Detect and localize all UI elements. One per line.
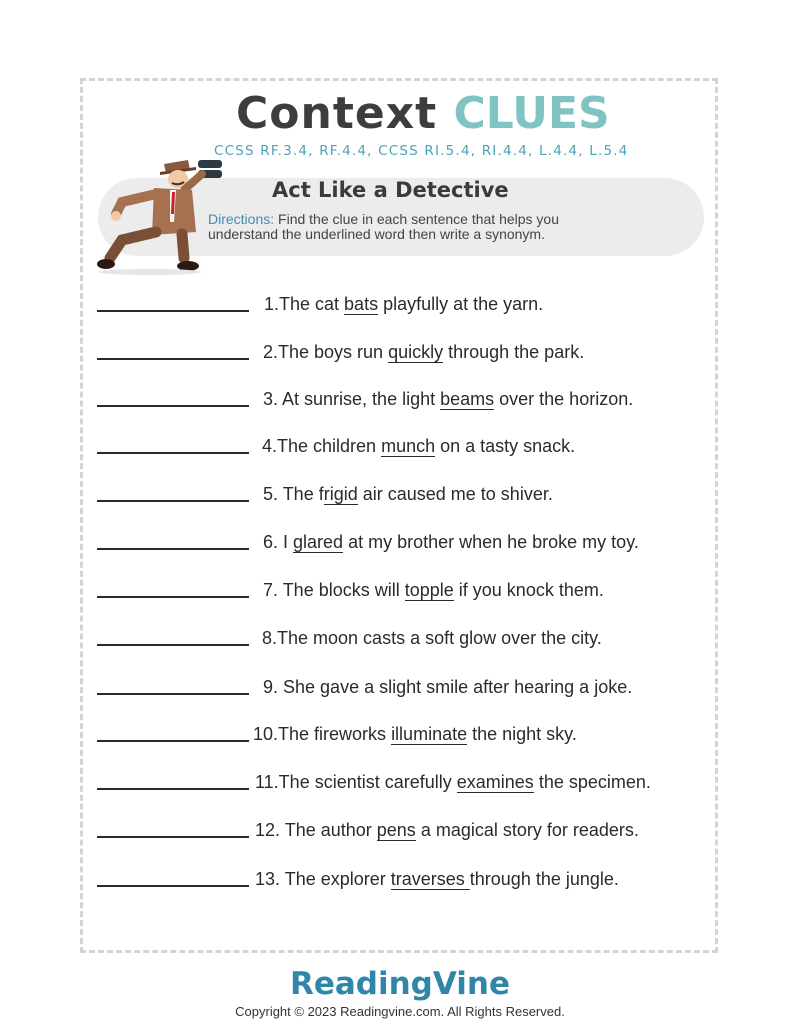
question-sentence <box>262 628 602 649</box>
answer-blank[interactable] <box>97 836 249 838</box>
sentence-start: 12. The author <box>255 820 377 840</box>
sentence-end: through the park. <box>443 342 585 362</box>
sentence-start: 7. The blocks will <box>263 580 405 600</box>
sentence-start: 13. The explorer <box>255 869 391 889</box>
sentence-end: through the jungle. <box>469 869 619 889</box>
sentence-end: the night sky. <box>467 724 577 744</box>
directions-line-1: Find the clue in each sentence that helps you <box>274 211 559 227</box>
question-row <box>0 675 800 705</box>
question-sentence <box>262 436 575 457</box>
directions-text <box>208 212 678 242</box>
sentence-end: if you knock them. <box>453 580 604 600</box>
title-part-context: Context <box>236 88 438 139</box>
question-sentence <box>255 772 651 793</box>
answer-blank[interactable] <box>97 693 249 695</box>
answer-blank[interactable] <box>97 885 249 887</box>
underlined-word: bats <box>344 294 379 314</box>
question-row <box>0 434 800 464</box>
sentence-start: 2.The boys run <box>263 342 389 362</box>
answer-blank[interactable] <box>97 596 249 598</box>
question-row <box>0 530 800 560</box>
question-row <box>0 770 800 800</box>
question-sentence <box>263 532 639 553</box>
underlined-word: glared <box>293 532 344 552</box>
question-sentence <box>263 342 584 363</box>
sentence-start: 6. I <box>263 532 294 552</box>
detective-with-binoculars-icon <box>92 140 232 280</box>
page-title <box>236 88 610 139</box>
sentence-start: 8.The moon casts a soft glow over the city. <box>262 628 602 648</box>
sentence-start: 5. The f <box>263 484 324 504</box>
answer-blank[interactable] <box>97 358 249 360</box>
sentence-start: 11.The scientist carefully <box>255 772 457 792</box>
directions-line-2: understand the underlined word then write a synonym. <box>208 226 545 242</box>
sentence-end: the specimen. <box>533 772 651 792</box>
underlined-word: munch <box>381 436 436 456</box>
question-row <box>0 340 800 370</box>
underlined-word: pens <box>376 820 416 840</box>
answer-blank[interactable] <box>97 452 249 454</box>
sentence-end: a magical story for readers. <box>415 820 639 840</box>
answer-blank[interactable] <box>97 310 249 312</box>
sentence-start: 10.The fireworks <box>253 724 392 744</box>
question-row <box>0 867 800 897</box>
question-row <box>0 387 800 417</box>
question-row <box>0 818 800 848</box>
underlined-word: illuminate <box>391 724 468 744</box>
question-sentence <box>263 389 633 410</box>
underlined-word: rigid <box>323 484 358 504</box>
underlined-word: examines <box>456 772 534 792</box>
directions-label: Directions: <box>208 211 275 227</box>
title-part-clues: CLUES <box>453 88 610 139</box>
question-sentence <box>263 677 632 698</box>
question-row <box>0 292 800 322</box>
answer-blank[interactable] <box>97 788 249 790</box>
sentence-end: on a tasty snack. <box>435 436 576 456</box>
banner-title: Act Like a Detective <box>272 178 509 202</box>
question-sentence <box>263 580 604 601</box>
sentence-end: at my brother when he broke my toy. <box>343 532 639 552</box>
question-row <box>0 578 800 608</box>
question-sentence <box>263 484 553 505</box>
sentence-start: 1.The cat <box>264 294 345 314</box>
sentence-end: playfully at the yarn. <box>378 294 544 314</box>
sentence-start: 9. She gave a slight smile after hearing a joke. <box>263 677 633 697</box>
question-row <box>0 626 800 656</box>
underlined-word: traverses <box>390 869 470 889</box>
answer-blank[interactable] <box>97 405 249 407</box>
question-sentence <box>255 820 639 841</box>
sentence-end: air caused me to shiver. <box>357 484 553 504</box>
question-sentence <box>255 869 619 890</box>
answer-blank[interactable] <box>97 644 249 646</box>
sentence-start: 3. At sunrise, the light <box>263 389 441 409</box>
underlined-word: beams <box>440 389 495 409</box>
answer-blank[interactable] <box>97 548 249 550</box>
copyright-text: Copyright © 2023 Readingvine.com. All Rights Reserved. <box>235 1004 565 1019</box>
question-row <box>0 482 800 512</box>
answer-blank[interactable] <box>97 740 249 742</box>
question-sentence <box>253 724 577 745</box>
question-row <box>0 722 800 752</box>
underlined-word: quickly <box>388 342 444 362</box>
answer-blank[interactable] <box>97 500 249 502</box>
standards-line: CCSS RF.3.4, RF.4.4, CCSS RI.5.4, RI.4.4, L.4.4, L.5.4 <box>214 143 629 159</box>
readingvine-logo: ReadingVine <box>289 966 511 1002</box>
question-sentence <box>264 294 543 315</box>
underlined-word: topple <box>404 580 454 600</box>
sentence-start: 4.The children <box>262 436 382 456</box>
sentence-end: over the horizon. <box>494 389 634 409</box>
